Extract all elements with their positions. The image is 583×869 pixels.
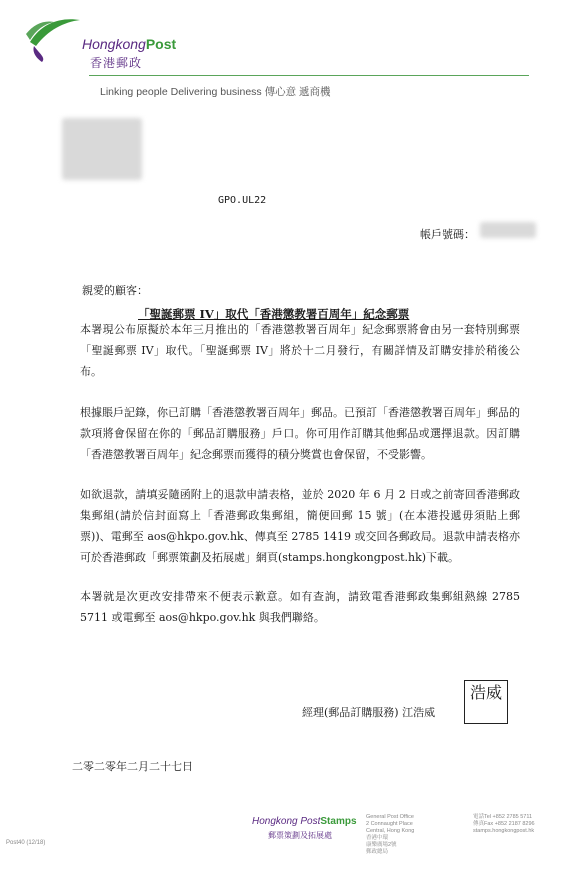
redacted-account-number [480, 222, 536, 238]
tagline: Linking people Delivering business 傳心意 遞商機 [100, 86, 331, 98]
hongkong-post-logo-icon [22, 12, 82, 62]
footer-address-line: 2 Connaught Place [366, 821, 413, 827]
footer-address-line: 郵政總局 [366, 849, 389, 855]
footer-logo-text: Hongkong Post [252, 816, 321, 827]
header-divider [89, 75, 529, 76]
redacted-address [62, 118, 142, 180]
footer-address-line: General Post Office [366, 814, 414, 820]
signature-seal: 浩威 [464, 680, 508, 724]
footer-contact [473, 814, 535, 835]
footer-tel: 電話Tel +852 2785 5711 [473, 814, 533, 820]
form-code: Post40 (12/18) [6, 840, 46, 846]
footer-address-line: Central, Hong Kong [366, 828, 415, 834]
footer-logo-stamps: Stamps [320, 816, 357, 827]
paragraph-4: 本署就是次更改安排帶來不便表示歉意。如有查詢，請致電香港郵政集郵組熱線 2785 5711 或電郵至 aos@hkpo.gov.hk 與我們聯絡。 [80, 590, 520, 624]
brand-name-post: Post [145, 36, 177, 52]
footer-address [366, 814, 414, 856]
footer-address-line: 康樂廣場2號 [366, 842, 397, 848]
letter-title: 「聖誕郵票 IV」取代「香港懲教署百周年」紀念郵票 [138, 307, 410, 321]
reference-number: GPO.UL22 [218, 195, 267, 206]
paragraph-1: 本署現公布原擬於本年三月推出的「香港懲教署百周年」紀念郵票將會由另一套特別郵票「聖誕郵票 IV」取代。「聖誕郵票 IV」將於十二月發行，有關詳情及訂購安排於稍後公布。 [80, 323, 520, 378]
brand-name-chinese: 香港郵政 [90, 56, 143, 70]
greeting: 親愛的顧客： [82, 284, 148, 297]
brand-name-hongkong: Hongkong [82, 36, 146, 52]
account-number-label: 帳戶號碼： [420, 228, 475, 241]
paragraph-2: 根據賬戶記錄，你已訂購「香港懲教署百周年」郵品。已預訂「香港懲教署百周年」郵品的款項將會保留在你的「郵品訂購服務」戶口。你可用作訂購其他郵品或選擇退款。因訂購「香港懲教署百周年」紀念郵票而獲得的積分獎賞也會保留，不受影響。 [80, 406, 520, 461]
signatory: 經理(郵品訂購服務) 江浩威 [302, 706, 436, 719]
letter-date: 二零二零年二月二十七日 [72, 760, 193, 773]
paragraph-3: 如欲退款，請填妥隨函附上的退款申請表格，並於 2020 年 6 月 2 日或之前寄回香港郵政集郵組(請於信封面寫上「香港郵政集郵組，簡便回郵 15 號」(在本港投遞毋須貼上郵票))、電郵至 aos@hkpo.gov.hk、傳真至 2785 1419 或交回各郵政局。退款申請表格亦可於香港郵政「郵票策劃及拓展處」網頁(stamps.hongkongpost.hk)下載。 [80, 488, 520, 564]
footer-address-line: 香港中環 [366, 835, 389, 841]
brand-name [82, 36, 176, 52]
footer-web: stamps.hongkongpost.hk [473, 828, 535, 834]
footer-logo [252, 816, 357, 827]
footer-fax: 傳真Fax +852 2187 8296 [473, 821, 535, 827]
footer-department-name: 郵票策劃及拓展處 [268, 831, 332, 840]
